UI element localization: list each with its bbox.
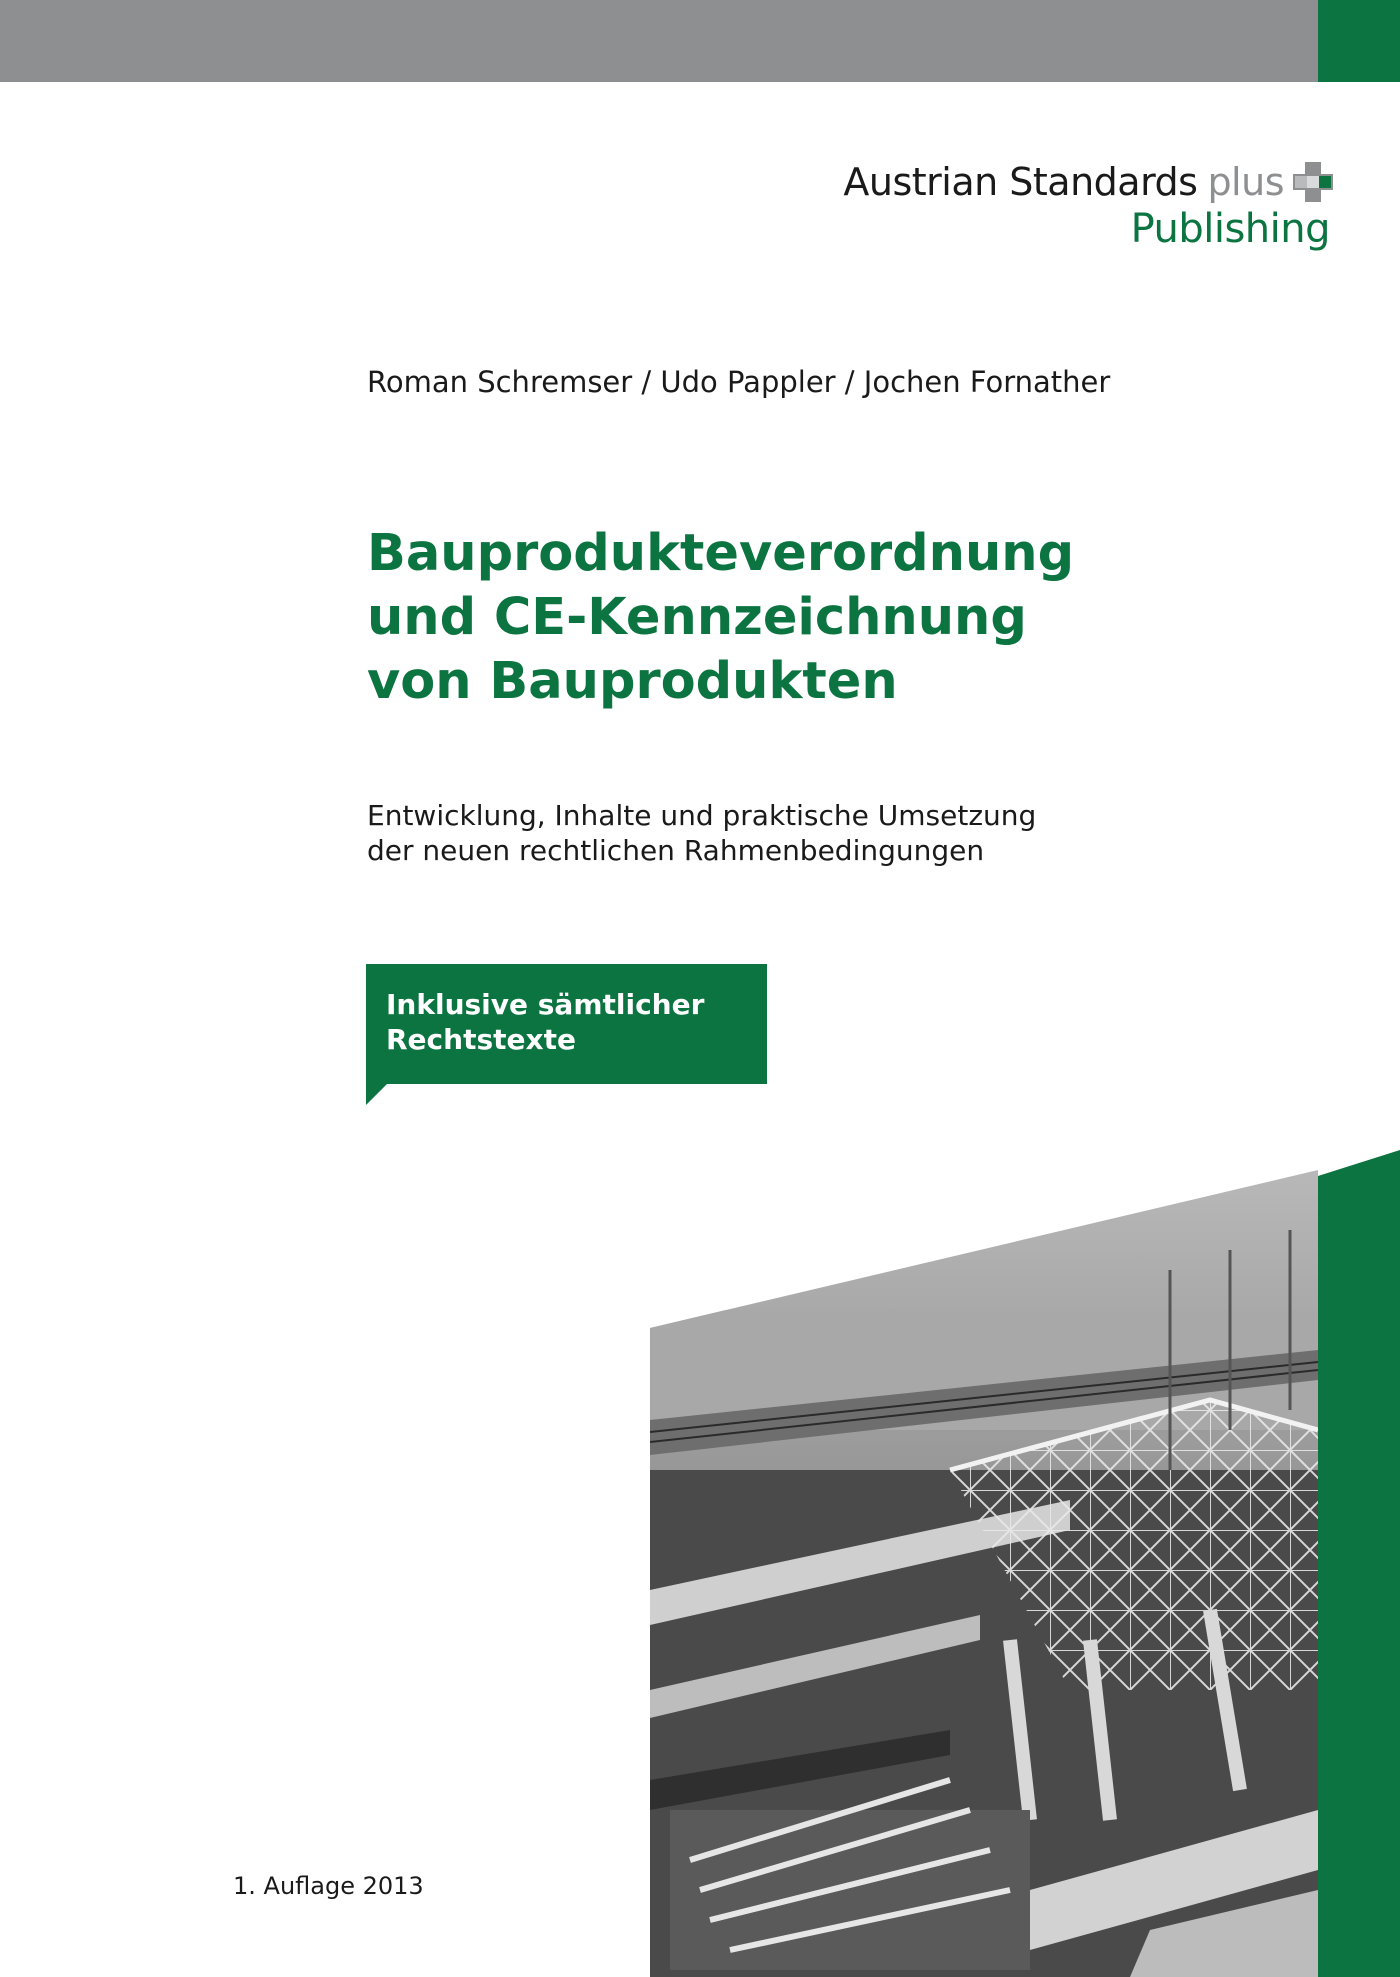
logo-plus-word: plus (1207, 160, 1284, 204)
badge-line: Rechtstexte (386, 1023, 576, 1056)
top-gray-bar (0, 0, 1318, 82)
badge-line: Inklusive sämtlicher (386, 988, 705, 1021)
logo-publishing: Publishing (1130, 206, 1330, 252)
edition: 1. Auflage 2013 (233, 1872, 424, 1900)
title-line: von Bauprodukten (367, 652, 898, 711)
publisher-logo (843, 160, 1334, 252)
badge-text (386, 987, 704, 1057)
logo-name: Austrian Standards (843, 160, 1198, 204)
plus-cross-icon (1292, 161, 1334, 203)
construction-site-photo (650, 1170, 1318, 1977)
title-line: und CE-Kennzeichnung (367, 588, 1027, 647)
subtitle-line: Entwicklung, Inhalte und praktische Umsetzung (367, 799, 1037, 832)
book-title (367, 522, 1074, 714)
logo-wordmark (843, 160, 1334, 204)
top-green-block (1318, 0, 1400, 82)
badge-tail (366, 1083, 388, 1105)
side-green-band (1318, 1150, 1400, 1977)
authors: Roman Schremser / Udo Pappler / Jochen Fornather (367, 365, 1111, 399)
book-subtitle (367, 798, 1036, 868)
title-line: Bauprodukteverordnung (367, 524, 1075, 583)
subtitle-line: der neuen rechtlichen Rahmenbedingungen (367, 834, 985, 867)
